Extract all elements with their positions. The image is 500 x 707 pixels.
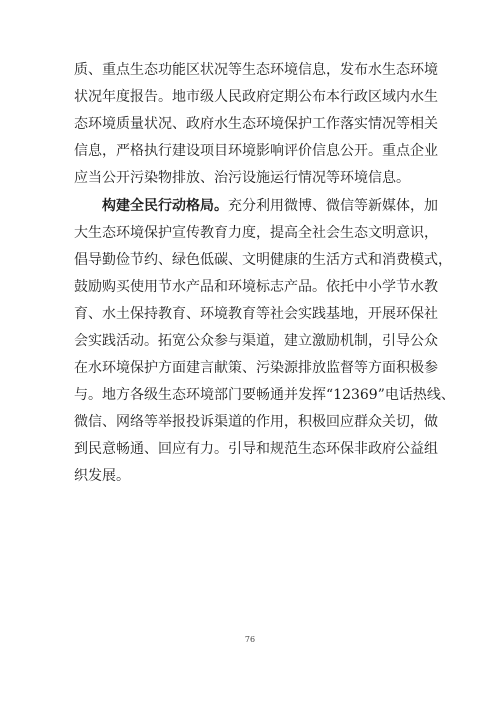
text-line: 信息，严格执行建设项目环境影响评价信息公开。重点企业 [74, 143, 438, 159]
text-line: 会实践活动。拓宽公众参与渠道，建立激励机制，引导公众 [74, 333, 438, 349]
text-line: 与。地方各级生态环境部门要畅通并发挥“12369”电话热线、 [74, 387, 455, 403]
paragraph-environmental-info [74, 57, 438, 192]
text-line: 在水环境保护方面建言献策、污染源排放监督等方面积极参 [74, 360, 438, 376]
heading-continuation: 充分利用微博、微信等新媒体，加 [228, 198, 438, 214]
text-line: 状况年度报告。地市级人民政府定期公布本行政区域内水生 [74, 89, 438, 105]
text-line: 微信、网络等举报投诉渠道的作用，积极回应群众关切，做 [74, 414, 438, 430]
text-line: 大生态环境保护宣传教育力度，提高全社会生态文明意识， [74, 225, 438, 241]
text-line: 到民意畅通、回应有力。引导和规范生态环保非政府公益组 [74, 441, 438, 457]
section-heading: 构建全民行动格局。 [102, 198, 228, 214]
text-line: 倡导勤俭节约、绿色低碳、文明健康的生活方式和消费模式， [74, 252, 452, 268]
text-line: 态环境质量状况、政府水生态环境保护工作落实情况等相关 [74, 116, 438, 132]
text-line: 鼓励购买使用节水产品和环境标志产品。依托中小学节水教 [74, 279, 438, 295]
text-line: 育、水土保持教育、环境教育等社会实践基地，开展环保社 [74, 306, 438, 322]
text-line: 应当公开污染物排放、治污设施运行情况等环境信息。 [74, 170, 410, 186]
page-number: 76 [244, 635, 256, 644]
text-line: 织发展。 [74, 468, 130, 484]
paragraph-public-action [74, 193, 455, 490]
text-line [74, 193, 438, 220]
text-line: 质、重点生态功能区状况等生态环境信息，发布水生态环境 [74, 62, 438, 78]
